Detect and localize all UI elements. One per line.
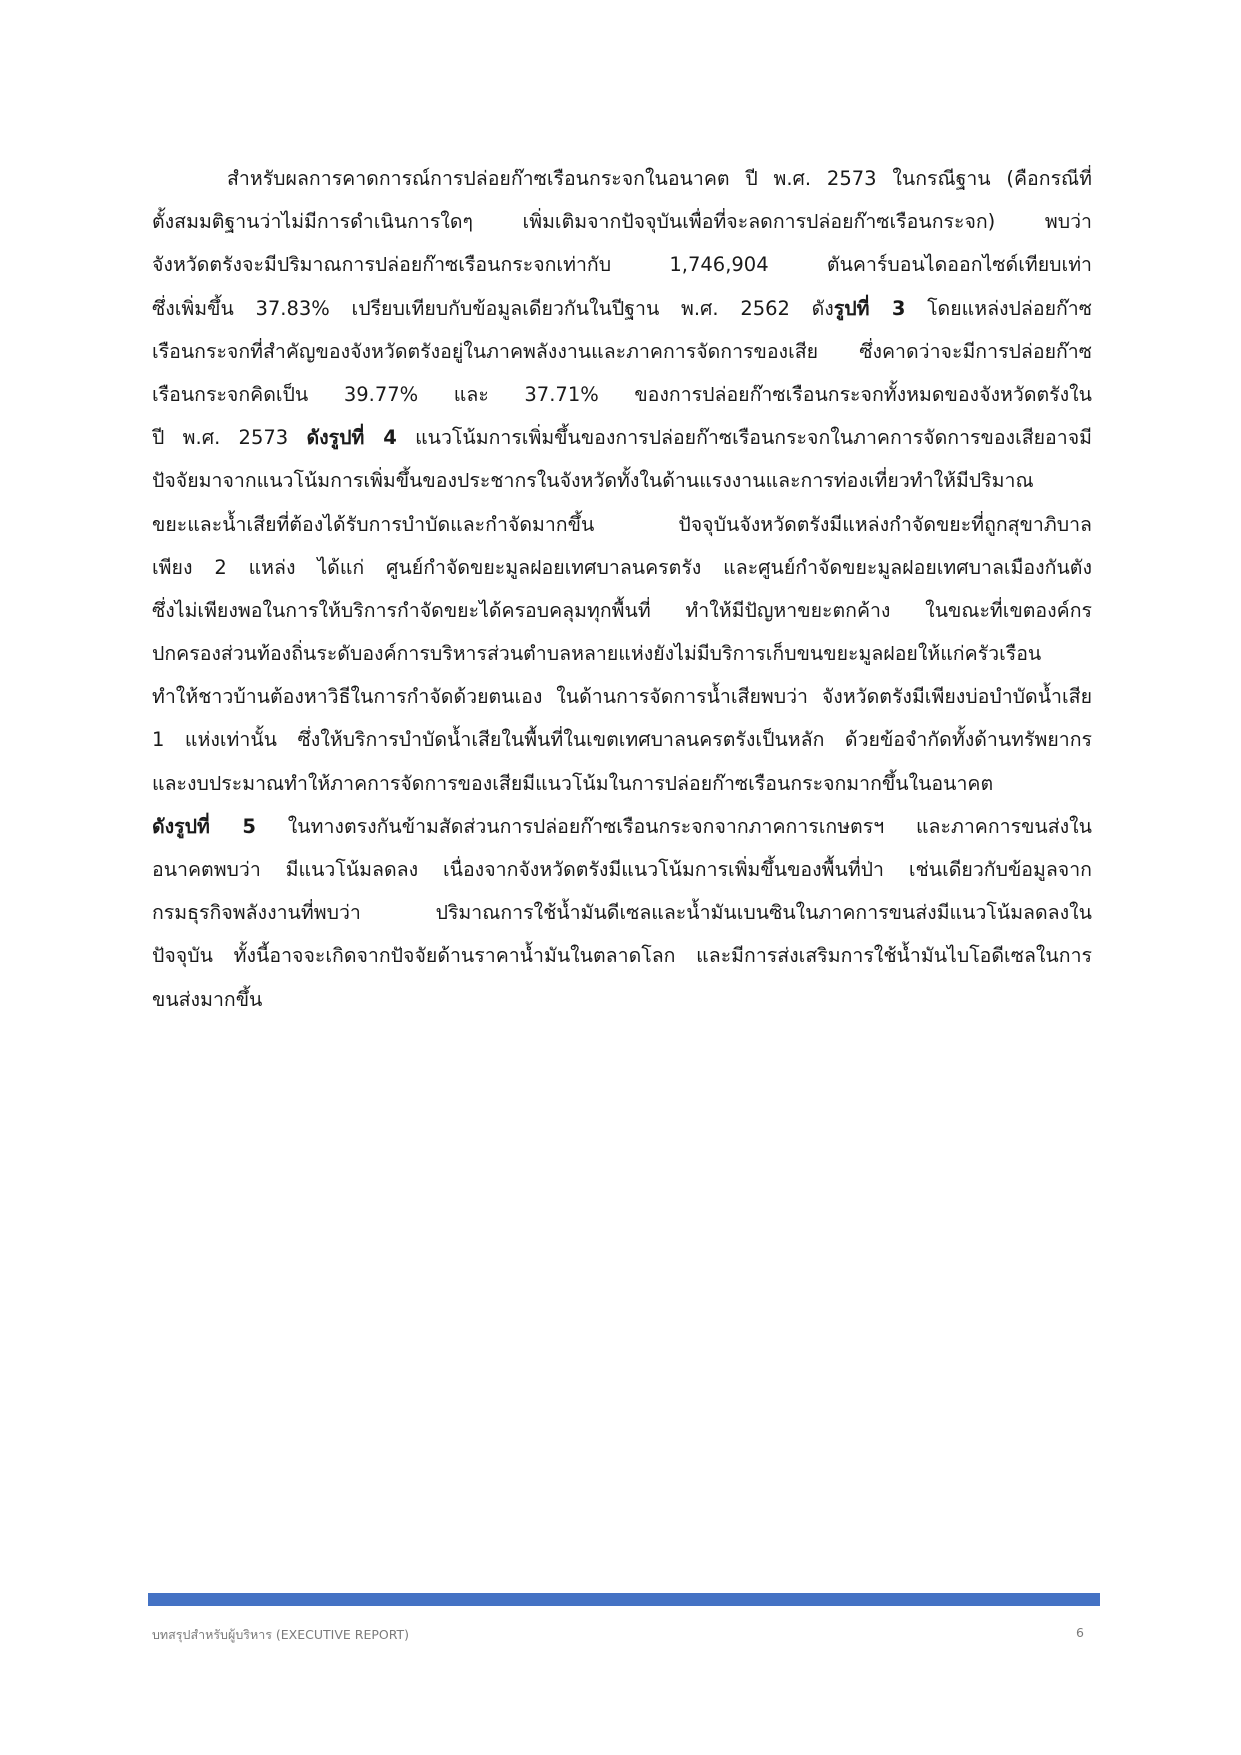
text-line-2: ตั้งสมมติฐานว่าไม่มีการดำเนินการใดๆ เพิ่มเติมจากปัจจุบันเพื่อที่จะลดการปล่อยก๊าซเรือนกระจก) พบว่า	[152, 210, 1092, 234]
text-line-3: จังหวัดตรังจะมีปริมาณการปล่อยก๊าซเรือนกระจกเท่ากับ 1,746,904 ตันคาร์บอนไดออกไซด์เทียบเท่า	[152, 253, 1092, 277]
text-line-7-tail: แนวโน้มการเพิ่มขึ้นของการปล่อยก๊าซเรือนกระจกในภาคการจัดการของเสียอาจมี	[396, 426, 1092, 450]
text-line-8: ปัจจัยมาจากแนวโน้มการเพิ่มขึ้นของประชากรในจังหวัดทั้งในด้านแรงงานและการท่องเที่ยวทำให้มีปริมาณ	[152, 469, 1034, 493]
text-line-15: และงบประมาณทำให้ภาคการจัดการของเสียมีแนวโน้มในการปล่อยก๊าซเรือนกระจกมากขึ้นในอนาคต	[152, 771, 994, 795]
text-line-1: สำหรับผลการคาดการณ์การปล่อยก๊าซเรือนกระจกในอนาคต ปี พ.ศ. 2573 ในกรณีฐาน (คือกรณีที่	[227, 167, 1092, 190]
text-line-14: 1 แห่งเท่านั้น ซึ่งให้บริการบำบัดน้ำเสียในพื้นที่ในเขตเทศบาลนครตรังเป็นหลัก ด้วยข้อจำกัดทั้งด้านทรัพยากร	[152, 728, 1092, 752]
footer-report-title: บทสรุปสำหรับผู้บริหาร (EXECUTIVE REPORT)	[152, 1627, 410, 1642]
text-line-19: ปัจจุบัน ทั้งนี้อาจจะเกิดจากปัจจัยด้านราคาน้ำมันในตลาดโลก และมีการส่งเสริมการใช้น้ำมันไบโอดีเซลในการ	[152, 944, 1092, 968]
text-line-4-lead: ซึ่งเพิ่มขึ้น 37.83% เปรียบเทียบกับข้อมูลเดียวกันในปีฐาน พ.ศ. 2562 ดัง	[152, 296, 834, 320]
body-paragraph	[152, 157, 1092, 1021]
text-line-10: เพียง 2 แหล่ง ได้แก่ ศูนย์กำจัดขยะมูลฝอยเทศบาลนครตรัง และศูนย์กำจัดขยะมูลฝอยเทศบาลเมืองกันตัง	[152, 555, 1092, 579]
text-line-12: ปกครองส่วนท้องถิ่นระดับองค์การบริหารส่วนตำบลหลายแห่งยังไม่มีบริการเก็บขนขยะมูลฝอยให้แก่ครัวเรือน	[152, 642, 1042, 666]
text-line-5: เรือนกระจกที่สำคัญของจังหวัดตรังอยู่ในภาคพลังงานและภาคการจัดการของเสีย ซึ่งคาดว่าจะมีการปล่อยก๊าซ	[152, 339, 1092, 363]
text-line-7	[152, 416, 1092, 459]
figure-4-reference: ดังรูปที่ 4	[306, 426, 397, 450]
text-line-9: ขยะและน้ำเสียที่ต้องได้รับการบำบัดและกำจัดมากขึ้น ปัจจุบันจังหวัดตรังมีแหล่งกำจัดขยะที่ถูกสุขาภิบาล	[152, 512, 1092, 536]
text-line-7-lead: ปี พ.ศ. 2573	[152, 426, 307, 450]
footer-page-number: 6	[1076, 1625, 1084, 1640]
text-line-16	[152, 805, 1092, 848]
text-line-4	[152, 287, 1092, 330]
text-line-13: ทำให้ชาวบ้านต้องหาวิธีในการกำจัดด้วยตนเอง ในด้านการจัดการน้ำเสียพบว่า จังหวัดตรังมีเพียงบ่อบำบัดน้ำเสีย	[152, 685, 1092, 709]
text-line-20: ขนส่งมากขึ้น	[152, 987, 263, 1011]
text-line-4-tail: โดยแหล่งปล่อยก๊าซ	[905, 296, 1092, 320]
figure-3-reference: รูปที่ 3	[833, 296, 906, 320]
text-line-17: อนาคตพบว่า มีแนวโน้มลดลง เนื่องจากจังหวัดตรังมีแนวโน้มการเพิ่มขึ้นของพื้นที่ป่า เช่นเดียวกับข้อมูลจาก	[152, 858, 1092, 881]
text-line-11: ซึ่งไม่เพียงพอในการให้บริการกำจัดขยะได้ครอบคลุมทุกพื้นที่ ทำให้มีปัญหาขยะตกค้าง ในขณะที่เขตองค์กร	[152, 598, 1092, 622]
text-line-18: กรมธุรกิจพลังงานที่พบว่า ปริมาณการใช้น้ำมันดีเซลและน้ำมันเบนซินในภาคการขนส่งมีแนวโน้มลดลงใน	[152, 901, 1092, 925]
text-line-16-tail: ในทางตรงกันข้ามสัดส่วนการปล่อยก๊าซเรือนกระจกจากภาคการเกษตรฯ และภาคการขนส่งใน	[255, 814, 1092, 838]
text-line-6: เรือนกระจกคิดเป็น 39.77% และ 37.71% ของการปล่อยก๊าซเรือนกระจกทั้งหมดของจังหวัดตรังใน	[152, 382, 1092, 406]
footer-divider-bar	[148, 1593, 1100, 1606]
figure-5-reference: ดังรูปที่ 5	[152, 814, 256, 838]
